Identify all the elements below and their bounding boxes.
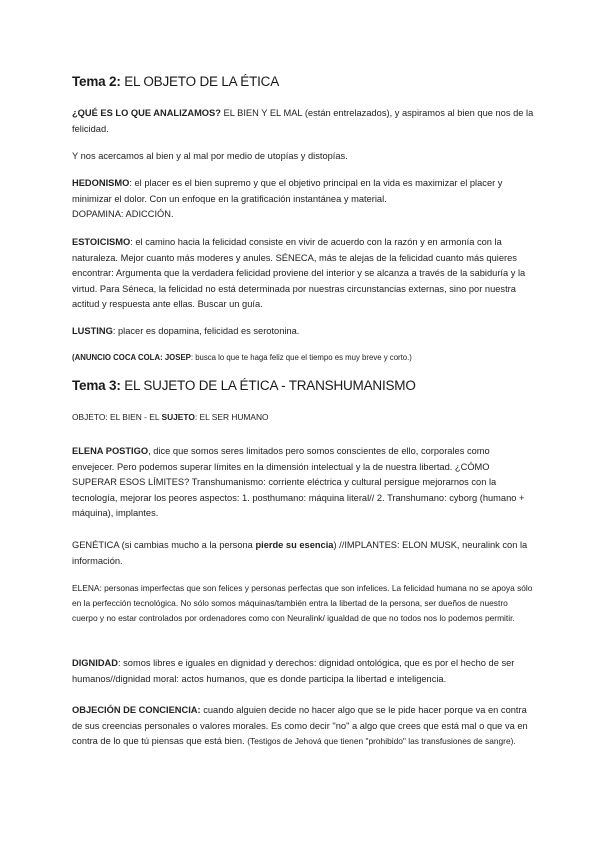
- estoicismo-label: ESTOICISMO: [72, 237, 131, 247]
- lusting-text: : placer es dopamina, felicidad es serotonina.: [112, 326, 300, 336]
- paragraph-dignidad: [72, 656, 534, 687]
- dignidad-text: : somos libres e iguales en dignidad y derechos: dignidad ontológica, que es por el hecho de ser humanos//dignidad moral: actos humanos, que es donde participa la libertad e inteligencia.: [72, 658, 515, 684]
- hedonismo-text: : el placer es el bien supremo y que el objetivo principal en la vida es maximizar el placer y minimizar el dolor. Con un enfoque en la gratificación instantánea y material.: [72, 178, 503, 204]
- que-analizamos-label: ¿QUÉ ES LO QUE ANALIZAMOS?: [72, 108, 221, 118]
- paragraph-anuncio: [72, 351, 534, 365]
- paragraph-utopias: Y nos acercamos al bien y al mal por medio de utopías y distopías.: [72, 151, 348, 161]
- tema-3-heading: [72, 378, 416, 393]
- hedonismo-label: HEDONISMO: [72, 178, 130, 188]
- genetica-bold: pierde su esencia: [255, 540, 334, 550]
- elena-postigo-label: ELENA POSTIGO: [72, 446, 149, 456]
- paragraph-que-analizamos: [72, 106, 534, 137]
- paragraph-genetica: [72, 538, 534, 569]
- objecion-text: cuando alguien decide no hacer algo que se le pide hacer porque va en contra de sus creencias personales o valores morales. Es como decir "no" a algo que crees que está mal o que va en contra de lo que tú piensas que está bien.: [72, 705, 528, 747]
- objeto-part2: : EL SER HUMANO: [194, 412, 269, 422]
- hedonismo-extra: DOPAMINA: ADICCIÓN.: [72, 209, 174, 220]
- paragraph-elena-postigo: [72, 444, 534, 522]
- genetica-part1: GENÉTICA (si cambias mucho a la persona: [72, 540, 256, 550]
- paragraph-estoicismo: [72, 235, 534, 313]
- tema-3-title: EL SUJETO DE LA ÉTICA - TRANSHUMANISMO: [124, 378, 416, 393]
- genetica-part2: ) //IMPLANTES: ELON MUSK, neuralink con la información.: [72, 540, 528, 566]
- paragraph-hedonismo: [72, 176, 534, 223]
- paragraph-objecion: [72, 703, 534, 750]
- tema-2-label: Tema 2:: [72, 74, 121, 89]
- anuncio-name: JOSEP: [164, 353, 191, 362]
- paragraph-objeto: [72, 410, 534, 425]
- estoicismo-text: : el camino hacia la felicidad consiste en vivir de acuerdo con la razón y en armonía con la naturaleza. Mejor cuanto más moderes y anules. SÉNECA, más te alejas de la felicidad cuanto más quieres encontrar: Argumenta que la verdadera felicidad proviene del interior y se alcanza a través de la sabiduría y la virtud. Para Séneca, la felicidad no está determinada por nuestras circunstancias externas, sino por nuestra actitud y respuesta ante ellas. Buscar un guía.: [72, 237, 526, 310]
- anuncio-text: : busca lo que te haga feliz que el tiempo es muy breve y corto.): [190, 353, 412, 362]
- objeto-sujeto: SUJETO: [161, 412, 195, 422]
- tema-3-label: Tema 3:: [72, 378, 121, 393]
- objecion-label: OBJECIÓN DE CONCIENCIA:: [72, 705, 201, 715]
- tema-2-title: EL OBJETO DE LA ÉTICA: [124, 74, 280, 89]
- tema-2-heading: [72, 74, 279, 89]
- paragraph-elena: ELENA: personas imperfectas que son felices y personas perfectas que son infelices. La felicidad humana no se apoya sólo en la perfección tecnológica. No sólo somos máquinas/también entra la libertad de la persona, ser dueños de nuestro cuerpo y no estar controlados por ordenadores como con Neuralink/ igualdad de que no todos nos lo podemos permitir.: [72, 583, 533, 623]
- objeto-part1: OBJETO: EL BIEN - EL: [72, 412, 162, 422]
- dignidad-label: DIGNIDAD: [72, 658, 118, 668]
- paragraph-lusting: [72, 324, 534, 340]
- anuncio-label: (ANUNCIO COCA COLA:: [72, 353, 165, 362]
- objecion-note: (Testigos de Jehová que tienen "prohibido" las transfusiones de sangre).: [247, 736, 516, 747]
- elena-postigo-text: , dice que somos seres limitados pero somos conscientes de ello, corporales como envejecer. Pero podemos superar límites en la dimensión intelectual y la de nuestra libertad. ¿CÓMO SUPERAR ESOS LÍMITES? Transhumanismo: corriente eléctrica y cultural persigue mejorarnos con la tecnología, mejorar los peores aspectos: 1. posthumano: máquina literal// 2. Transhumano: cyborg (humano + máquina), implantes.: [72, 446, 525, 519]
- que-analizamos-text: EL BIEN Y EL MAL (están entrelazados), y aspiramos al bien que nos de la felicidad.: [72, 108, 534, 134]
- lusting-label: LUSTING: [72, 326, 113, 336]
